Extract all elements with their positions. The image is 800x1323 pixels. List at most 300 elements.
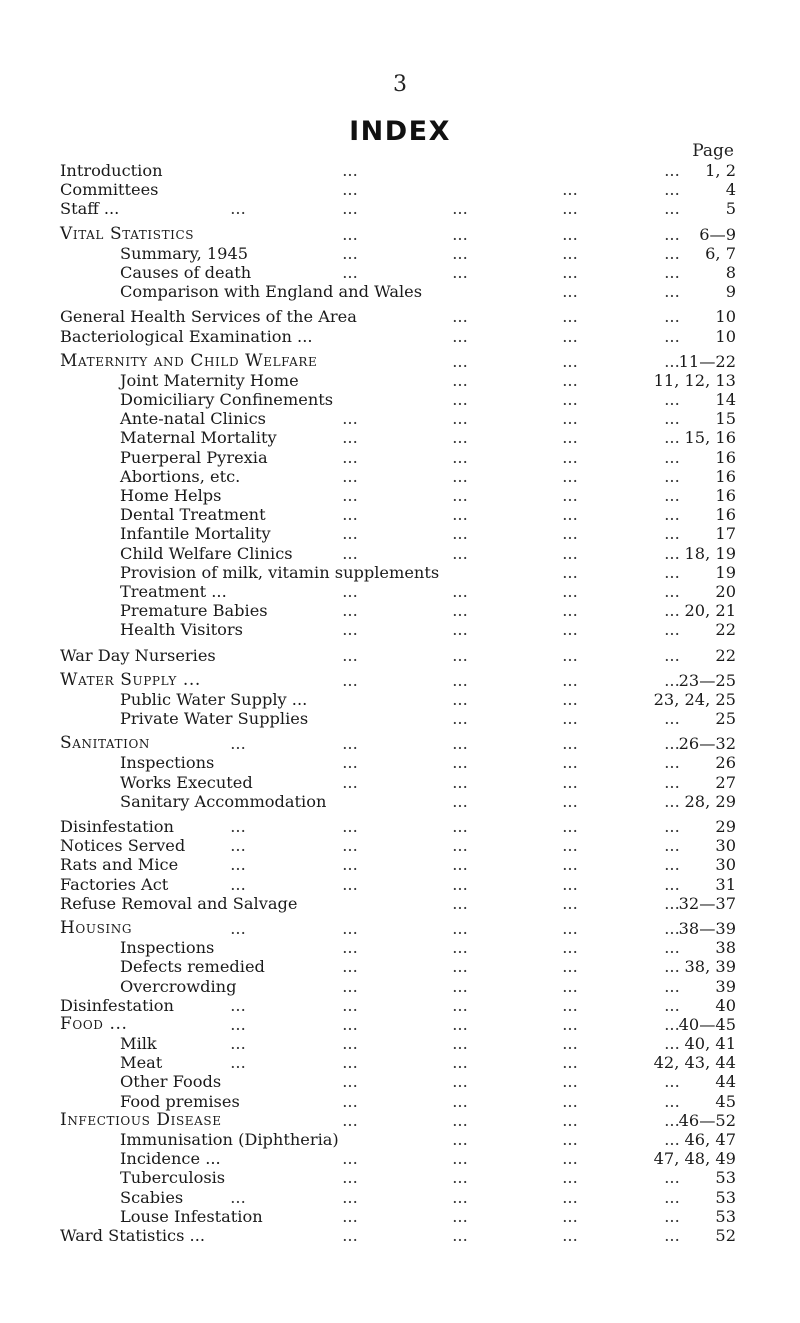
entry-page: 20: [715, 581, 736, 601]
leader-dots: ...: [342, 855, 358, 875]
dot-leader: [60, 919, 736, 938]
leader-dots: ...: [562, 1053, 578, 1073]
leader-dots: ...: [664, 409, 680, 429]
leader-dots: ...: [562, 224, 578, 244]
leader-dots: ...: [664, 874, 680, 894]
leader-dots: ...: [342, 409, 358, 429]
entry-label: Treatment ...: [120, 581, 227, 601]
leader-dots: ...: [562, 351, 578, 371]
leader-dots: ...: [562, 1130, 578, 1149]
entry-label: War Day Nurseries: [60, 645, 216, 665]
entry-label: Comparison with England and Wales: [120, 282, 423, 302]
leader-dots: ...: [230, 1034, 246, 1054]
entry-page: 53: [715, 1187, 736, 1207]
leader-dots: ...: [562, 1149, 578, 1169]
leader-dots: ...: [452, 772, 468, 792]
index-entry: [60, 709, 736, 728]
index-entry: [60, 327, 736, 346]
leader-dots: ...: [562, 753, 578, 773]
entry-page: 16: [715, 505, 736, 525]
leader-dots: ...: [452, 791, 468, 811]
leader-dots: ...: [664, 466, 680, 486]
entry-label: Introduction: [60, 161, 163, 180]
leader-dots: ...: [664, 791, 680, 811]
entry-page: 6, 7: [705, 243, 736, 263]
entry-page: 15, 16: [684, 428, 736, 448]
leader-dots: ...: [562, 199, 578, 219]
entry-page: 46, 47: [684, 1130, 736, 1149]
leader-dots: ...: [342, 486, 358, 505]
entry-label: Puerperal Pyrexia: [120, 447, 268, 467]
index-entry: [60, 1034, 736, 1053]
leader-dots: ...: [664, 1168, 680, 1188]
entry-label: Committees: [60, 180, 159, 200]
leader-dots: ...: [664, 282, 680, 302]
leader-dots: ...: [562, 1168, 578, 1188]
entry-label: Louse Infestation: [120, 1206, 263, 1226]
entry-page: 53: [715, 1168, 736, 1188]
leader-dots: ...: [562, 326, 578, 346]
entry-label: Sanitation: [60, 733, 150, 754]
entry-label: Notices Served: [60, 836, 186, 856]
leader-dots: ...: [562, 428, 578, 448]
entry-label: Housing: [60, 917, 133, 938]
leader-dots: ...: [452, 543, 468, 563]
leader-dots: ...: [664, 486, 680, 505]
leader-dots: ...: [562, 370, 578, 390]
index-entry: [60, 977, 736, 996]
entry-page: 40, 41: [684, 1034, 736, 1054]
leader-dots: ...: [230, 1187, 246, 1207]
leader-dots: ...: [342, 524, 358, 544]
entry-label: Inspections: [120, 938, 215, 958]
entry-label: Sanitary Accommodation: [120, 791, 327, 811]
leader-dots: ...: [342, 1034, 358, 1054]
entry-label: Home Helps: [120, 486, 222, 505]
leader-dots: ...: [452, 1014, 468, 1034]
leader-dots: ...: [342, 428, 358, 448]
leader-dots: ...: [452, 817, 468, 836]
leader-dots: ...: [562, 938, 578, 958]
leader-dots: ...: [342, 645, 358, 665]
leader-dots: ...: [452, 893, 468, 913]
leader-dots: ...: [342, 199, 358, 219]
entry-label: Rats and Mice: [60, 855, 179, 875]
leader-dots: ...: [562, 918, 578, 938]
entry-page: 30: [715, 855, 736, 875]
entry-page: 38: [715, 938, 736, 958]
leader-dots: ...: [452, 734, 468, 754]
entry-page: 28, 29: [684, 791, 736, 811]
index-entry: [60, 563, 736, 582]
entry-label: Infantile Mortality: [120, 524, 271, 544]
index-entry: [60, 225, 736, 244]
leader-dots: ...: [562, 390, 578, 410]
leader-dots: ...: [452, 1168, 468, 1188]
index-entry: [60, 690, 736, 709]
leader-dots: ...: [562, 836, 578, 856]
leader-dots: ...: [342, 817, 358, 836]
index-title: INDEX: [349, 116, 451, 147]
leader-dots: ...: [452, 326, 468, 346]
leader-dots: ...: [664, 1014, 680, 1034]
index-entry: [60, 817, 736, 836]
index-entry: [60, 371, 736, 390]
index-entry: [60, 199, 736, 218]
leader-dots: ...: [562, 957, 578, 977]
leader-dots: ...: [664, 562, 680, 582]
leader-dots: ...: [342, 976, 358, 996]
leader-dots: ...: [452, 370, 468, 390]
leader-dots: ...: [562, 1014, 578, 1034]
entry-label: Defects remedied: [120, 957, 265, 977]
entry-page: 30: [715, 836, 736, 856]
entry-page: 4: [725, 180, 736, 200]
leader-dots: ...: [452, 524, 468, 544]
entry-label: Overcrowding: [120, 976, 237, 996]
leader-dots: ...: [342, 1053, 358, 1073]
index-entry: [60, 1149, 736, 1168]
index-entry: [60, 307, 736, 326]
leader-dots: ...: [562, 1034, 578, 1054]
index-entry: [60, 855, 736, 874]
index-entry: [60, 505, 736, 524]
index-entry: [60, 1111, 736, 1130]
leader-dots: ...: [664, 307, 680, 327]
entry-page: 40: [715, 995, 736, 1015]
index-entry: [60, 996, 736, 1015]
index-entry: [60, 1188, 736, 1207]
leader-dots: ...: [342, 874, 358, 894]
entry-page: 53: [715, 1206, 736, 1226]
index-entry: [60, 524, 736, 543]
leader-dots: ...: [664, 447, 680, 467]
leader-dots: ...: [452, 390, 468, 410]
entry-page: 38, 39: [684, 957, 736, 977]
leader-dots: ...: [230, 855, 246, 875]
index-entry: [60, 390, 736, 409]
index-entry: [60, 734, 736, 753]
entry-page: 52: [715, 1225, 736, 1245]
entry-label: Ward Statistics ...: [60, 1225, 205, 1245]
index-entry: [60, 753, 736, 772]
entry-label: Refuse Removal and Salvage: [60, 893, 298, 913]
index-entry: [60, 938, 736, 957]
leader-dots: ...: [342, 734, 358, 754]
leader-dots: ...: [664, 390, 680, 410]
entry-page: 16: [715, 486, 736, 505]
dot-leader: [60, 180, 736, 199]
entry-label: Ante-natal Clinics: [120, 409, 266, 429]
leader-dots: ...: [664, 772, 680, 792]
entry-label: Water Supply ...: [60, 669, 201, 690]
leader-dots: ...: [664, 581, 680, 601]
entry-label: Milk: [120, 1034, 157, 1054]
leader-dots: ...: [562, 645, 578, 665]
leader-dots: ...: [664, 543, 680, 563]
leader-dots: ...: [452, 620, 468, 640]
index-entries: [60, 161, 736, 1245]
leader-dots: ...: [452, 1206, 468, 1226]
leader-dots: ...: [562, 976, 578, 996]
leader-dots: ...: [664, 645, 680, 665]
leader-dots: ...: [562, 243, 578, 263]
leader-dots: ...: [342, 1225, 358, 1245]
entry-page: 31: [715, 874, 736, 894]
entry-label: Domiciliary Confinements: [120, 390, 334, 410]
leader-dots: ...: [452, 670, 468, 690]
entry-label: Works Executed: [120, 772, 253, 792]
dot-leader: [60, 199, 736, 218]
index-entry: [60, 620, 736, 639]
index-entry: [60, 1053, 736, 1072]
leader-dots: ...: [562, 1187, 578, 1207]
leader-dots: ...: [230, 734, 246, 754]
leader-dots: ...: [230, 817, 246, 836]
dot-leader: [60, 734, 736, 753]
leader-dots: ...: [562, 874, 578, 894]
leader-dots: ...: [452, 836, 468, 856]
leader-dots: ...: [342, 753, 358, 773]
entry-page: 10: [715, 326, 736, 346]
entry-label: Infectious Disease: [60, 1109, 222, 1130]
entry-label: Joint Maternity Home: [120, 370, 299, 390]
leader-dots: ...: [664, 1091, 680, 1111]
leader-dots: ...: [230, 199, 246, 219]
index-entry: [60, 180, 736, 199]
entry-page: 5: [725, 199, 736, 219]
entry-label: Health Visitors: [120, 620, 243, 640]
leader-dots: ...: [562, 1072, 578, 1092]
index-entry: [60, 919, 736, 938]
entry-page: 38—39: [678, 918, 736, 938]
leader-dots: ...: [562, 562, 578, 582]
entry-page: 16: [715, 447, 736, 467]
leader-dots: ...: [342, 447, 358, 467]
leader-dots: ...: [342, 938, 358, 958]
leader-dots: ...: [664, 938, 680, 958]
leader-dots: ...: [452, 505, 468, 525]
entry-page: 29: [715, 817, 736, 836]
entry-label: Immunisation (Diphtheria): [120, 1130, 339, 1149]
entry-page: 10: [715, 307, 736, 327]
leader-dots: ...: [664, 1110, 680, 1130]
index-entry: [60, 773, 736, 792]
leader-dots: ...: [230, 836, 246, 856]
entry-page: 15: [715, 409, 736, 429]
leader-dots: ...: [342, 581, 358, 601]
leader-dots: ...: [562, 447, 578, 467]
leader-dots: ...: [664, 351, 680, 371]
entry-label: Disinfestation: [60, 817, 174, 836]
leader-dots: ...: [664, 199, 680, 219]
entry-label: Causes of death: [120, 262, 252, 282]
leader-dots: ...: [562, 524, 578, 544]
leader-dots: ...: [664, 670, 680, 690]
index-entry: [60, 263, 736, 282]
leader-dots: ...: [342, 1187, 358, 1207]
leader-dots: ...: [664, 976, 680, 996]
index-entry: [60, 544, 736, 563]
entry-page: 40—45: [678, 1014, 736, 1034]
leader-dots: ...: [342, 161, 358, 180]
leader-dots: ...: [562, 1206, 578, 1226]
leader-dots: ...: [452, 918, 468, 938]
leader-dots: ...: [342, 1072, 358, 1092]
leader-dots: ...: [664, 243, 680, 263]
leader-dots: ...: [342, 957, 358, 977]
entry-page: 9: [725, 282, 736, 302]
entry-label: Scabies: [120, 1187, 184, 1207]
leader-dots: ...: [664, 620, 680, 640]
entry-label: Child Welfare Clinics: [120, 543, 293, 563]
leader-dots: ...: [562, 466, 578, 486]
leader-dots: ...: [664, 957, 680, 977]
leader-dots: ...: [664, 893, 680, 913]
entry-label: Public Water Supply ...: [120, 689, 308, 709]
leader-dots: ...: [342, 670, 358, 690]
leader-dots: ...: [562, 670, 578, 690]
entry-label: Maternal Mortality: [120, 428, 277, 448]
entry-label: Summary, 1945: [120, 243, 249, 263]
leader-dots: ...: [452, 447, 468, 467]
index-entry: [60, 448, 736, 467]
leader-dots: ...: [452, 262, 468, 282]
leader-dots: ...: [452, 1053, 468, 1073]
entry-label: Vital Statistics: [60, 223, 195, 244]
entry-page: 27: [715, 772, 736, 792]
entry-page: 44: [715, 1072, 736, 1092]
index-entry: [60, 894, 736, 913]
leader-dots: ...: [664, 428, 680, 448]
index-entry: [60, 428, 736, 447]
leader-dots: ...: [342, 505, 358, 525]
index-entry: [60, 582, 736, 601]
leader-dots: ...: [452, 995, 468, 1015]
index-entry: [60, 409, 736, 428]
leader-dots: ...: [562, 1110, 578, 1130]
index-entry: [60, 957, 736, 976]
leader-dots: ...: [342, 180, 358, 200]
leader-dots: ...: [664, 817, 680, 836]
leader-dots: ...: [342, 1091, 358, 1111]
leader-dots: ...: [452, 1225, 468, 1245]
leader-dots: ...: [664, 855, 680, 875]
leader-dots: ...: [562, 995, 578, 1015]
index-entry: [60, 282, 736, 301]
entry-label: Disinfestation: [60, 995, 174, 1015]
dot-leader: [60, 1034, 736, 1053]
leader-dots: ...: [452, 1187, 468, 1207]
leader-dots: ...: [562, 409, 578, 429]
entry-page: 1, 2: [705, 161, 736, 180]
leader-dots: ...: [452, 957, 468, 977]
index-entry: [60, 244, 736, 263]
leader-dots: ...: [664, 836, 680, 856]
leader-dots: ...: [562, 486, 578, 505]
entry-page: 6—9: [699, 224, 736, 244]
entry-label: Maternity and Child Welfare: [60, 350, 318, 371]
leader-dots: ...: [452, 199, 468, 219]
leader-dots: ...: [664, 918, 680, 938]
entry-label: Bacteriological Examination ...: [60, 326, 313, 346]
leader-dots: ...: [230, 874, 246, 894]
index-entry: [60, 601, 736, 620]
leader-dots: ...: [342, 1206, 358, 1226]
index-entry: [60, 875, 736, 894]
leader-dots: ...: [452, 709, 468, 729]
entry-label: Staff ...: [60, 199, 120, 219]
leader-dots: ...: [452, 351, 468, 371]
leader-dots: ...: [452, 243, 468, 263]
leader-dots: ...: [342, 1149, 358, 1169]
leader-dots: ...: [452, 1034, 468, 1054]
leader-dots: ...: [342, 262, 358, 282]
leader-dots: ...: [562, 1091, 578, 1111]
entry-page: 23, 24, 25: [653, 689, 736, 709]
leader-dots: ...: [452, 601, 468, 621]
entry-page: 32—37: [678, 893, 736, 913]
leader-dots: ...: [562, 817, 578, 836]
entry-page: 19: [715, 562, 736, 582]
entry-page: 11, 12, 13: [653, 370, 736, 390]
entry-page: 20, 21: [684, 601, 736, 621]
entry-label: Food ...: [60, 1013, 128, 1034]
leader-dots: ...: [664, 709, 680, 729]
leader-dots: ...: [452, 1072, 468, 1092]
leader-dots: ...: [664, 326, 680, 346]
leader-dots: ...: [562, 893, 578, 913]
entry-label: Food premises: [120, 1091, 240, 1111]
page-number: 3: [393, 72, 407, 97]
leader-dots: ...: [342, 918, 358, 938]
leader-dots: ...: [664, 224, 680, 244]
leader-dots: ...: [562, 709, 578, 729]
leader-dots: ...: [230, 918, 246, 938]
leader-dots: ...: [452, 645, 468, 665]
index-entry: [60, 1226, 736, 1245]
leader-dots: ...: [562, 1225, 578, 1245]
index-entry: [60, 1015, 736, 1034]
leader-dots: ...: [452, 581, 468, 601]
leader-dots: ...: [342, 601, 358, 621]
entry-label: Tuberculosis: [120, 1168, 226, 1188]
leader-dots: ...: [342, 836, 358, 856]
leader-dots: ...: [452, 409, 468, 429]
index-entry: [60, 486, 736, 505]
entry-label: Abortions, etc.: [120, 466, 241, 486]
leader-dots: ...: [562, 505, 578, 525]
entry-label: Factories Act: [60, 874, 169, 894]
leader-dots: ...: [452, 855, 468, 875]
entry-page: 26—32: [678, 734, 736, 754]
leader-dots: ...: [452, 486, 468, 505]
leader-dots: ...: [664, 601, 680, 621]
leader-dots: ...: [230, 995, 246, 1015]
entry-label: Private Water Supplies: [120, 709, 309, 729]
leader-dots: ...: [562, 689, 578, 709]
entry-label: Dental Treatment: [120, 505, 266, 525]
leader-dots: ...: [452, 1149, 468, 1169]
entry-page: 23—25: [678, 670, 736, 690]
leader-dots: ...: [452, 689, 468, 709]
page-column-header: Page: [692, 141, 734, 161]
leader-dots: ...: [452, 466, 468, 486]
leader-dots: ...: [664, 262, 680, 282]
entry-page: 22: [715, 620, 736, 640]
leader-dots: ...: [562, 282, 578, 302]
leader-dots: ...: [664, 734, 680, 754]
